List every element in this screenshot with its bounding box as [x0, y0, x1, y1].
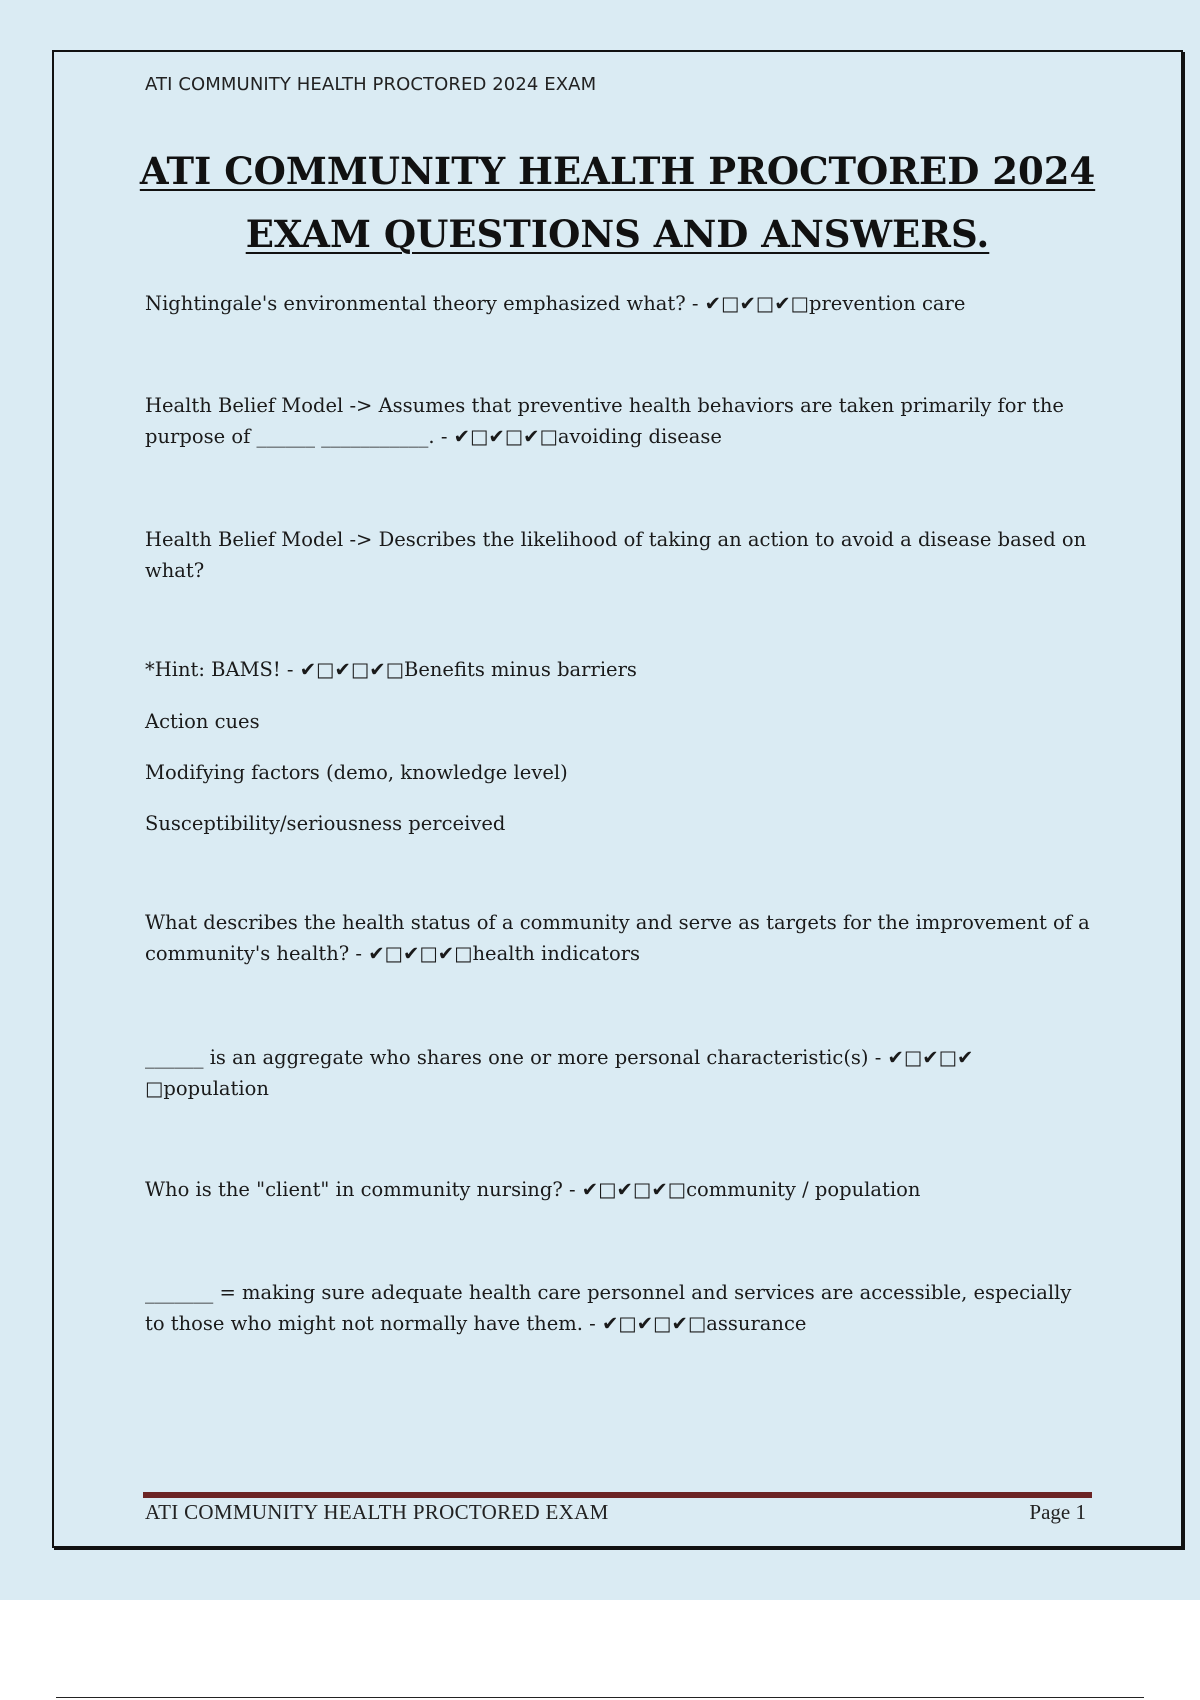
- qa-item-health-belief-purpose: Health Belief Model -> Assumes that preventive health behaviors are taken primarily for the purpose of ______ ___________. - ✔□✔□✔□avoiding disease: [145, 394, 1071, 448]
- qa-item-nightingale: Nightingale's environmental theory emphasized what? - ✔□✔□✔□prevention care: [145, 292, 966, 315]
- qa-item-assurance: _______ = making sure adequate health care personnel and services are accessible, especially to those who might not normally have them. - ✔□✔□✔□assurance: [145, 1281, 1078, 1335]
- next-page-divider: [56, 1697, 1144, 1698]
- qa-item-action-cues: Action cues: [145, 710, 260, 733]
- qa-item-health-belief-likelihood: Health Belief Model -> Describes the likelihood of taking an action to avoid a disease based on what?: [145, 528, 1093, 582]
- document-title: [130, 140, 1105, 266]
- qa-item-bams-hint: *Hint: BAMS! - ✔□✔□✔□Benefits minus barriers: [145, 658, 637, 681]
- qa-item-client: Who is the "client" in community nursing? - ✔□✔□✔□community / population: [145, 1178, 921, 1201]
- qa-item-susceptibility: Susceptibility/seriousness perceived: [145, 812, 506, 835]
- qa-item-modifying-factors: Modifying factors (demo, knowledge level): [145, 761, 568, 784]
- footer-title: ATI COMMUNITY HEALTH PROCTORED EXAM: [145, 1500, 609, 1524]
- running-header: ATI COMMUNITY HEALTH PROCTORED 2024 EXAM: [145, 74, 597, 95]
- qa-item-health-indicators: What describes the health status of a community and serve as targets for the improvement of a community's health? - ✔□✔□✔□health indicators: [145, 911, 1097, 965]
- footer-divider: [143, 1492, 1092, 1498]
- document-title-line-2: EXAM QUESTIONS AND ANSWERS.: [245, 212, 990, 256]
- page-number: Page 1: [1029, 1500, 1086, 1524]
- document-title-line-1: ATI COMMUNITY HEALTH PROCTORED 2024: [139, 149, 1096, 193]
- qa-item-population: ______ is an aggregate who shares one or more personal characteristic(s) - ✔□✔□✔ □population: [145, 1046, 974, 1100]
